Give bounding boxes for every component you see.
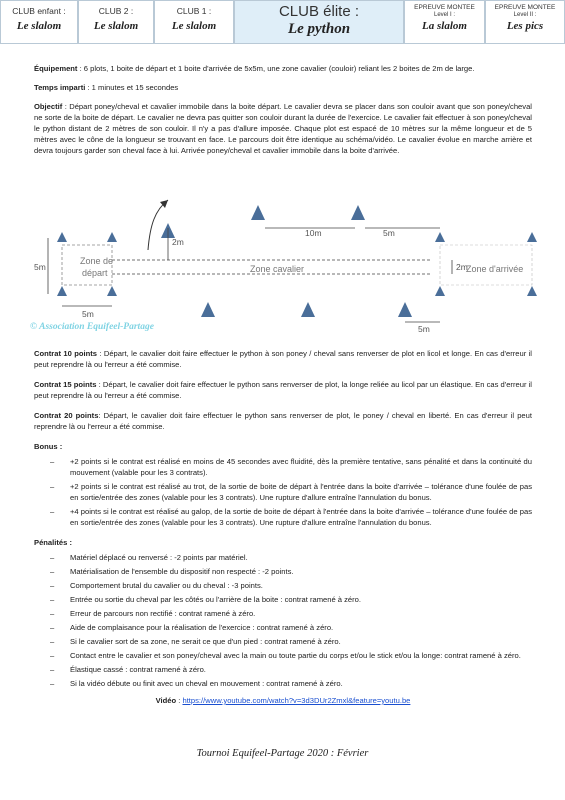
list-item: – Matérialisation de l'ensemble du dispositif non respecté : -2 points. bbox=[34, 566, 532, 577]
list-item: – Matériel déplacé ou renversé : -2 points par matériel. bbox=[34, 552, 532, 563]
cone-bottom-2 bbox=[301, 302, 315, 317]
label-5m-bottom: 5m bbox=[82, 309, 94, 319]
contrat-label: Contrat 15 points bbox=[34, 380, 97, 389]
label-10m: 10m bbox=[305, 228, 322, 238]
label-5m-left: 5m bbox=[34, 262, 46, 272]
label-zone-depart-1: Zone de bbox=[80, 256, 114, 266]
cone-top-2 bbox=[251, 205, 265, 220]
cone-bottom-1 bbox=[201, 302, 215, 317]
header-cell-club-1 bbox=[154, 0, 234, 44]
cone-corner-7 bbox=[527, 232, 537, 242]
objectif-text: : Départ poney/cheval et cavalier immobile dans la boite départ. Le cavalier devra se placer dans son couloir avant que son poney/cheval ne sorte de la boite de départ. Le cavalier ne devra pas quitter son couloir durant la durée de l'exercice. Le cavalier fait effectuer à son poney/cheval le python distant de 2 mètres de son couloir. Il n'y a pas d'allure imposée. Chaque plot est espacé de 10 mètres sur la même longueur et de 5 mètres avec le cône de la longueur se trouvant en face. Le parcours doit être identique au schéma/vidéo. Le cavalier évolue en marche arrière et devra toujours garder son cheval face à lui. Arrivée poney/cheval et cavalier immobile dans la boite d'arrivée. bbox=[34, 102, 532, 155]
video-label: Vidéo bbox=[155, 696, 177, 705]
header-level: Le slalom bbox=[93, 20, 139, 32]
cone-corner-6 bbox=[435, 286, 445, 296]
header-cap: EPREUVE MONTEE bbox=[414, 4, 475, 11]
list-item: – Si la vidéo débute ou finit avec un cheval en mouvement : contrat ramené à zéro. bbox=[34, 678, 532, 689]
header-bar bbox=[0, 0, 565, 44]
list-item: – Contact entre le cavalier et son poney/cheval avec la main ou toute partie du corps et/ou le stick et/ou la longe: contrat ramené à zéro. bbox=[34, 650, 532, 661]
header-cap: CLUB 2 : bbox=[98, 6, 134, 16]
watermark: © Association Equifeel-Partage bbox=[30, 322, 154, 332]
label-zone-cavalier: Zone cavalier bbox=[250, 264, 305, 274]
objectif-label: Objectif bbox=[34, 102, 63, 111]
header-level: Le slalom bbox=[171, 20, 217, 32]
label-2m-top: 2m bbox=[172, 237, 184, 247]
header-cell-club-elite bbox=[234, 0, 404, 44]
contrat-label: Contrat 10 points bbox=[34, 349, 97, 358]
equipement-text: : 6 plots, 1 boite de départ et 1 boite d'arrivée de 5x5m, une zone cavalier (couloir) reliant les 2 boites de 2m de large. bbox=[77, 64, 475, 73]
temps-label: Temps imparti bbox=[34, 83, 86, 92]
penalites-heading: Pénalités : bbox=[34, 538, 72, 547]
contrat-text: : Départ, le cavalier doit faire effectuer le python sans renverser de plot, la longe reliée au licol par un élastique. En cas d'erreur il peut reprendre là ou l'erreur a été commise. bbox=[34, 380, 532, 400]
cone-top-3 bbox=[351, 205, 365, 220]
contrat-10-paragraph bbox=[34, 348, 532, 370]
contrat-label: Contrat 20 points bbox=[34, 411, 99, 420]
label-5m-top: 5m bbox=[383, 228, 395, 238]
list-item: – Comportement brutal du cavalier ou du cheval : -3 points. bbox=[34, 580, 532, 591]
header-cap: CLUB élite : bbox=[278, 3, 360, 20]
video-line bbox=[34, 695, 532, 706]
penalites-heading-paragraph bbox=[34, 537, 532, 548]
bonus-list bbox=[34, 456, 532, 528]
cone-corner-4 bbox=[107, 286, 117, 296]
header-cell-epreuve-1 bbox=[404, 0, 485, 44]
cone-bottom-3 bbox=[398, 302, 412, 317]
list-item: – Élastique cassé : contrat ramené à zéro. bbox=[34, 664, 532, 675]
footer-text: Tournoi Equifeel-Partage 2020 : Février bbox=[196, 748, 369, 759]
cone-corner-8 bbox=[527, 286, 537, 296]
header-sub: Level II : bbox=[513, 12, 537, 18]
intro-text bbox=[34, 63, 532, 164]
contrat-20-paragraph bbox=[34, 410, 532, 432]
contrat-text: : Départ, le cavalier doit faire effectuer le python sans renverser de plot, le poney / cheval en liberté. En cas d'erreur il peut reprendre là ou l'erreur a été commise. bbox=[34, 411, 532, 431]
header-level: Les pics bbox=[506, 20, 544, 32]
label-zone-depart-2: départ bbox=[82, 268, 108, 278]
cone-corner-5 bbox=[435, 232, 445, 242]
contrat-text: : Départ, le cavalier doit faire effectuer le python à son poney / cheval sans renverser de plot en licol et longe. En cas d'erreur il peut reprendre là ou l'erreur a été commise. bbox=[34, 349, 532, 369]
header-cap: EPREUVE MONTEE bbox=[494, 4, 556, 11]
rules-text bbox=[34, 348, 532, 706]
list-item: – +4 points si le contrat est réalisé au galop, de la sortie de boite de départ à l'entrée dans la boite d'arrivée – tolérance d'une foulée de pas en sortie/entrée des zones (valable pour les 3 contrats). Une rupture d'allure entraîne l'annulation du bonus. bbox=[34, 506, 532, 528]
header-cell-club-2 bbox=[78, 0, 154, 44]
header-sub: Level I : bbox=[433, 12, 455, 18]
python-course-diagram bbox=[0, 190, 565, 340]
header-cap: CLUB 1 : bbox=[176, 6, 212, 16]
list-item: – Si le cavalier sort de sa zone, ne serait ce que d'un pied : contrat ramené à zéro. bbox=[34, 636, 532, 647]
objectif-paragraph bbox=[34, 101, 532, 156]
equipement-paragraph bbox=[34, 63, 532, 74]
header-cell-epreuve-2 bbox=[485, 0, 565, 44]
bonus-heading-paragraph bbox=[34, 441, 532, 452]
label-zone-arrivee: Zone d'arrivée bbox=[466, 264, 524, 274]
cone-corner-3 bbox=[107, 232, 117, 242]
cone-corner-2 bbox=[57, 286, 67, 296]
header-level: Le python bbox=[287, 21, 351, 37]
contrat-15-paragraph bbox=[34, 379, 532, 401]
bonus-heading: Bonus : bbox=[34, 442, 63, 451]
list-item: – Aide de complaisance pour la réalisation de l'exercice : contrat ramené à zéro. bbox=[34, 622, 532, 633]
cone-corner-1 bbox=[57, 232, 67, 242]
temps-paragraph bbox=[34, 82, 532, 93]
video-link[interactable]: https://www.youtube.com/watch?v=3d3DUr2Zmxl&feature=youtu.be bbox=[182, 696, 411, 705]
label-2m-right: 2m bbox=[456, 262, 468, 272]
header-cell-club-enfant bbox=[0, 0, 78, 44]
equipement-label: Équipement bbox=[34, 64, 78, 73]
video-separator: : bbox=[176, 696, 183, 705]
label-5m-br: 5m bbox=[418, 324, 430, 334]
list-item: – +2 points si le contrat est réalisé au trot, de la sortie de boite de départ à l'entrée dans la boite d'arrivée – tolérance d'une foulée de pas en sortie/entrée des zones (valable pour les 3 contrats). Une rupture d'allure entraîne l'annulation du bonus. bbox=[34, 481, 532, 503]
penalites-list bbox=[34, 552, 532, 689]
list-item: – Erreur de parcours non rectifié : contrat ramené à zéro. bbox=[34, 608, 532, 619]
header-cap: CLUB enfant : bbox=[12, 6, 66, 16]
header-level: La slalom bbox=[422, 20, 467, 32]
list-item: – Entrée ou sortie du cheval par les côtés ou l'arrière de la boite : contrat ramené à zéro. bbox=[34, 594, 532, 605]
temps-text: : 1 minutes et 15 secondes bbox=[85, 83, 179, 92]
header-level: Le slalom bbox=[16, 20, 62, 32]
list-item: – +2 points si le contrat est réalisé en moins de 45 secondes avec fluidité, dès la première tentative, sans pénalité et dans la continuité du mouvement (valable pour les 3 contrats). bbox=[34, 456, 532, 478]
